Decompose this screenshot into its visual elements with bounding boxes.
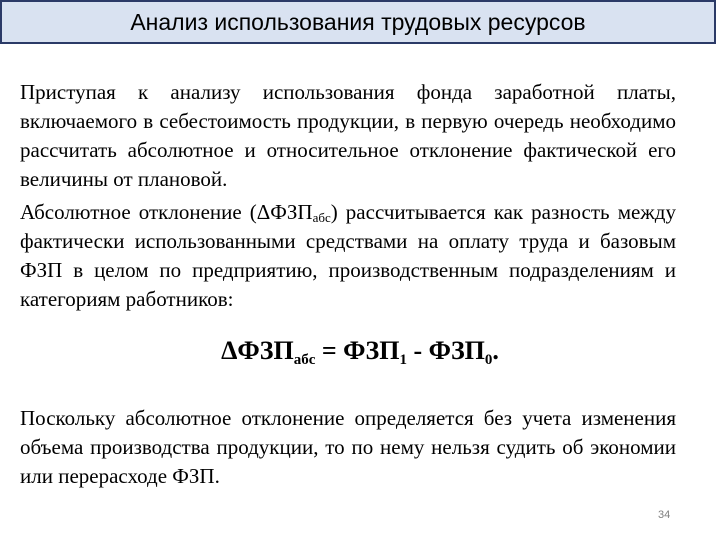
formula-term-1: = ФЗП	[315, 336, 400, 365]
formula-lhs-subscript: абс	[293, 352, 316, 368]
formula-end: .	[492, 336, 499, 365]
formula-term-0: - ФЗП	[406, 336, 485, 365]
formula	[0, 336, 720, 366]
paragraph-absolute-deviation	[20, 198, 676, 314]
abs-subscript: абс	[312, 210, 331, 225]
formula-lhs: ΔФЗП	[221, 336, 294, 365]
paragraph-conclusion: Поскольку абсолютное отклонение определяется без учета изменения объема производства продукции, то по нему нельзя судить об экономии или перерасходе ФЗП.	[20, 406, 676, 488]
title-bar	[0, 0, 716, 44]
slide-title: Анализ использования трудовых ресурсов	[130, 8, 586, 35]
slide-body-bottom	[20, 404, 676, 491]
paragraph-absolute-deviation-start: Абсолютное отклонение (ΔФЗП	[20, 200, 313, 224]
formula-subscript-1: 1	[399, 352, 407, 368]
formula-subscript-0: 0	[484, 352, 493, 368]
paragraph-absolute-deviation-end: ) рассчитывается как разность между фактически использованными средствами на оплату труда и базовым ФЗП в целом по предприятию, производственным подразделениям и категориям работников:	[20, 200, 676, 311]
slide-body	[20, 78, 676, 314]
paragraph-intro: Приступая к анализу использования фонда заработной платы, включаемого в себестоимость продукции, в первую очередь необходимо рассчитать абсолютное и относительное отклонение фактической его величины от плановой.	[20, 80, 676, 191]
page-number: 34	[658, 509, 671, 521]
